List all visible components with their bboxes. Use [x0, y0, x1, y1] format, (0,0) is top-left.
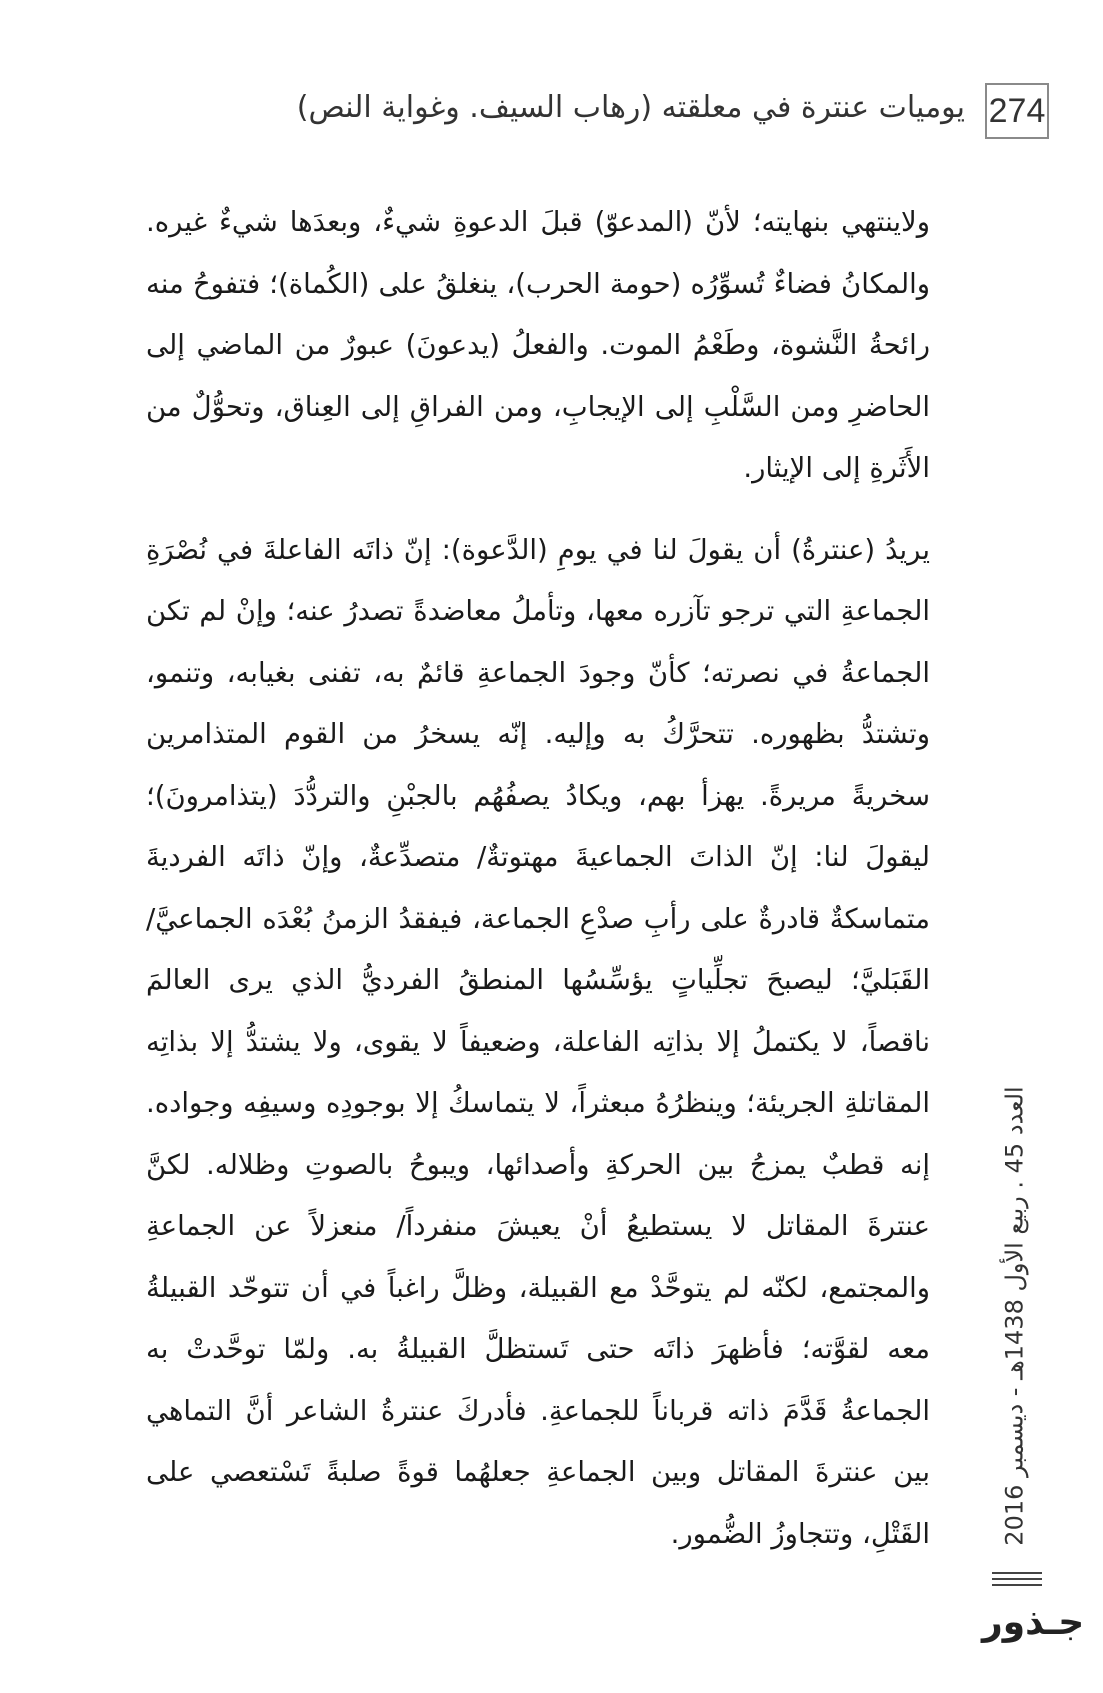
- divider: [992, 1584, 1042, 1586]
- journal-logo: جـذور: [982, 1602, 1085, 1643]
- paragraph-1: ولاينتهي بنهايته؛ لأنّ (المدعوّ) قبلَ الدعوةِ شيءٌ، وبعدَها شيءٌ غيره. والمكانُ فضاءٌ تُسوِّرُه (حومة الحرب)، ينغلقُ على (الكُماة)؛ فتفوحُ منه رائحةُ النَّشوة، وطَعْمُ الموت. والفعلُ (يدعونَ) عبورٌ من الماضي إلى الحاضرِ ومن السَّلْبِ إلى الإيجابِ، ومن الفراقِ إلى العِناق، وتحوُّلٌ من الأَثَرةِ إلى الإيثار.: [146, 206, 930, 484]
- divider: [992, 1572, 1042, 1574]
- page-number: 274: [985, 83, 1049, 139]
- running-title: يوميات عنترة في معلقته (رهاب السيف. وغواية النص): [296, 90, 965, 125]
- paragraph-2: يريدُ (عنترةُ) أن يقولَ لنا في يومِ (الدَّعوة): إنّ ذاتَه الفاعلةَ في نُصْرَةِ الجماعةِ التي ترجو تآزره معها، وتأملُ معاضدةً تصدرُ عنه؛ وإنْ لم تكن الجماعةُ في نصرته؛ كأنّ وجودَ الجماعةِ قائمٌ به، تفنى بغيابه، وتنمو، وتشتدُّ بظهوره. تتحرَّكُ به وإليه. إنّه يسخرُ من القوم المتذامرين سخريةً مريرةً. يهزأ بهم، ويكادُ يصفُهُم بالجبْنِ والتردُّدَ (يتذامرونَ)؛ ليقولَ لنا: إنّ الذاتَ الجماعيةَ مهتوتةٌ/ متصدِّعةٌ، وإنّ ذاتَه الفرديةَ متماسكةٌ قادرةٌ على رأبِ صدْعِ الجماعة، فيفقدُ الزمنُ بُعْدَه الجماعيَّ/ القَبَليَّ؛ ليصبحَ تجلِّياتٍ يؤسِّسُها المنطقُ الفرديُّ الذي يرى العالمَ ناقصاً، لا يكتملُ إلا بذاتِه الفاعلة، وضعيفاً لا يقوى، ولا يشتدُّ إلا بذاتِه المقاتلةِ الجريئة؛ وينظرُهُ مبعثراً، لا يتماسكُ إلا بوجودِه وسيفِه وجواده. إنه قطبٌ يمزجُ بين الحركةِ وأصدائها، ويبوحُ بالصوتِ وظلاله. لكنَّ عنترةَ المقاتل لا يستطيعُ أنْ يعيشَ منفرداً/ منعزلاً عن الجماعةِ والمجتمع، لكنّه لم يتوحَّدْ مع القبيلة، وظلَّ راغباً في أن تتوحّد القبيلةُ معه لقوَّته؛ فأظهرَ ذاتَه حتى تَستظلَّ القبيلةُ به. ولمّا توحَّدتْ به الجماعةُ قَدَّمَ ذاته قرباناً للجماعةِ. فأدركَ عنترةُ الشاعر أنَّ التماهي بين عنترةَ المقاتل وبين الجماعةِ جعلهُما قوةً صلبةً تَسْتعصي على القَتْلِ، وتتجاوزُ الضُّمور.: [146, 533, 930, 1550]
- issue-info: [990, 1072, 1040, 1560]
- article-body: [146, 192, 930, 1565]
- issue-info-text: العدد 45 . ربيع الأول 1438هـ - ديسمبر 2016: [1001, 1086, 1029, 1546]
- divider: [992, 1578, 1042, 1580]
